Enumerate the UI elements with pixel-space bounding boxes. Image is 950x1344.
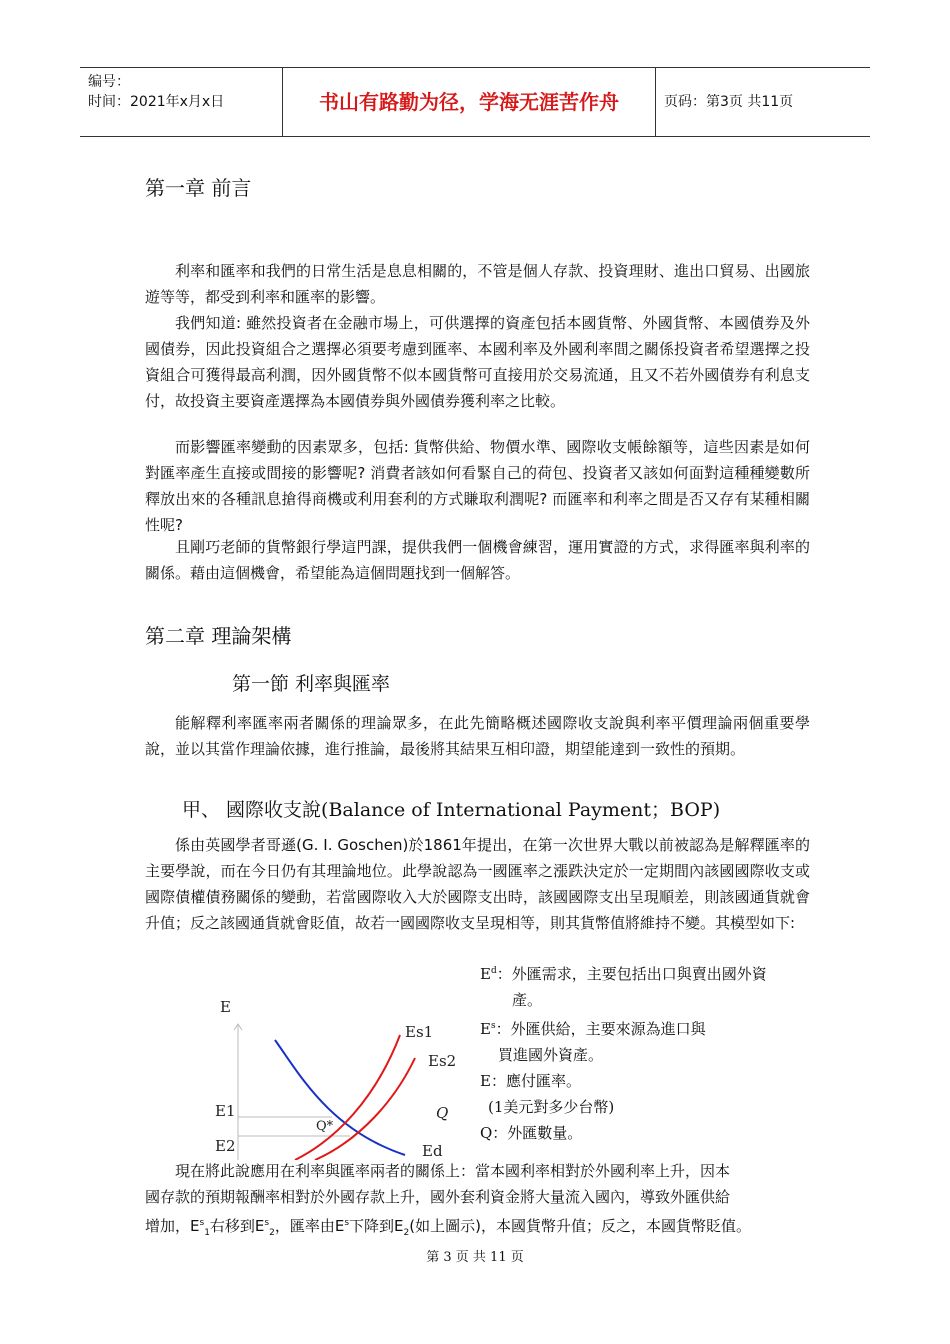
chapter1-paragraph-4: 且剛巧老師的貨幣銀行學這門課，提供我們一個機會練習，運用實證的方式，求得匯率與利率的關係。藉由這個機會，希望能為這個問題找到一個解答。: [145, 538, 810, 582]
section1-title: 第一節 利率與匯率: [232, 673, 391, 695]
chapter1-paragraph-1: 利率和匯率和我們的日常生活是息息相關的，不管是個人存款、投資理財、進出口貿易、出國旅遊等等，都受到利率和匯率的影響。: [145, 262, 810, 306]
legend-es: $E^s$：外匯供給，主要來源為進口與: [480, 1020, 706, 1038]
chapter1-paragraph-2: 我們知道: 雖然投資者在金融市場上，可供選擇的資產包括本國貨幣、外國貨幣、本國債券及外國債券，因此投資組合之選擇必須要考慮到匯率、本國利率及外國利率間之關係投資者希望選擇之投資組合可獲得最高利潤，因外國貨幣不似本國貨幣可直接用於交易流通，且又不若外國債券有利息支付，故投資主要資產選擇為本國債券與外國債券獲利率之比較。: [145, 314, 810, 410]
header-date: 时间：2021年x月x日: [88, 94, 225, 110]
section1-paragraph: 能解釋利率匯率兩者關係的理論眾多，在此先簡略概述國際收支說與利率平價理論兩個重要學說，並以其當作理論依據，進行推論，最後將其結果互相印證，期望能達到一致性的預期。: [145, 714, 810, 758]
legend-e: E：應付匯率。: [480, 1072, 581, 1090]
conclusion-paragraph: [145, 1158, 810, 1246]
y-axis-label: E: [220, 998, 231, 1016]
page-header: [80, 67, 870, 137]
legend-ed: $E^d$：外匯需求，主要包括出口與賣出國外資: [480, 965, 767, 983]
subsection-title: 甲、 國際收支說(Balance of International Payment；BOP): [182, 799, 721, 821]
conclusion-line-3: 增加，$E^s_1$右移到$E^s_2$，匯率由$E^s$下降到$E_2$(如上圖示)，本國貨幣升值；反之，本國貨幣貶值。: [145, 1217, 751, 1238]
x-axis-label: Q: [436, 1104, 449, 1122]
series-label-es2: Es2: [428, 1052, 457, 1070]
header-page-info: 页码：第3页 共11页: [664, 94, 794, 110]
header-motto: 书山有路勤为径，学海无涯苦作舟: [282, 68, 656, 136]
supply-demand-chart: [200, 990, 470, 1160]
legend-ed-cont: 產。: [512, 991, 543, 1009]
subsection-paragraph: 係由英國學者哥遜(G. I. Goschen)於1861年提出，在第一次世界大戰以前被認為是解釋匯率的主要學說，而在今日仍有其理論地位。此學說認為一國匯率之漲跌決定於一定期間內該國國際收支或國際債權債務關係的變動，若當國際收入大於國際支出時，該國國際支出呈現順差，則該國通貨就會升值；反之該國通貨就會貶值，故若一國國際收支呈現相等，則其貨幣值將維持不變。其模型如下:: [145, 836, 810, 932]
header-meta: [80, 68, 282, 136]
chapter1-title: 第一章 前言: [145, 176, 252, 200]
page-footer: 第 3 页 共 11 页: [426, 1250, 524, 1265]
ed-demand-curve: [275, 1040, 405, 1155]
chapter2-title: 第二章 理論架構: [145, 624, 292, 648]
legend-q: Q：外匯數量。: [480, 1124, 583, 1142]
equilibrium-label: Q*: [316, 1119, 334, 1134]
series-label-ed: Ed: [422, 1142, 443, 1160]
series-label-es1: Es1: [405, 1023, 434, 1041]
conclusion-line-2: 國存款的預期報酬率相對於外國存款上升，國外套利資金將大量流入國內，導致外匯供給: [145, 1188, 731, 1206]
chapter1-paragraph-3: 而影響匯率變動的因素眾多，包括: 貨幣供給、物價水準、國際收支帳餘額等，這些因素是如何對匯率產生直接或間接的影響呢? 消費者該如何看緊自己的荷包、投資者又該如何面對這種種變數所釋放出來的各種訊息搶得商機或利用套利的方式賺取利潤呢? 而匯率和利率之間是否又存有某種相關性呢?: [145, 438, 810, 534]
model-legend: [480, 958, 810, 1146]
conclusion-line-1: 現在將此說應用在利率與匯率兩者的關係上：當本國利率相對於外國利率上升，因本: [175, 1162, 731, 1180]
legend-e-note: (1美元對多少台幣): [488, 1098, 615, 1116]
legend-es-cont: 買進國外資產。: [498, 1046, 604, 1064]
tick-e2: E2: [215, 1137, 236, 1155]
header-number-label: 编号：: [88, 74, 130, 90]
tick-e1: E1: [215, 1102, 236, 1120]
